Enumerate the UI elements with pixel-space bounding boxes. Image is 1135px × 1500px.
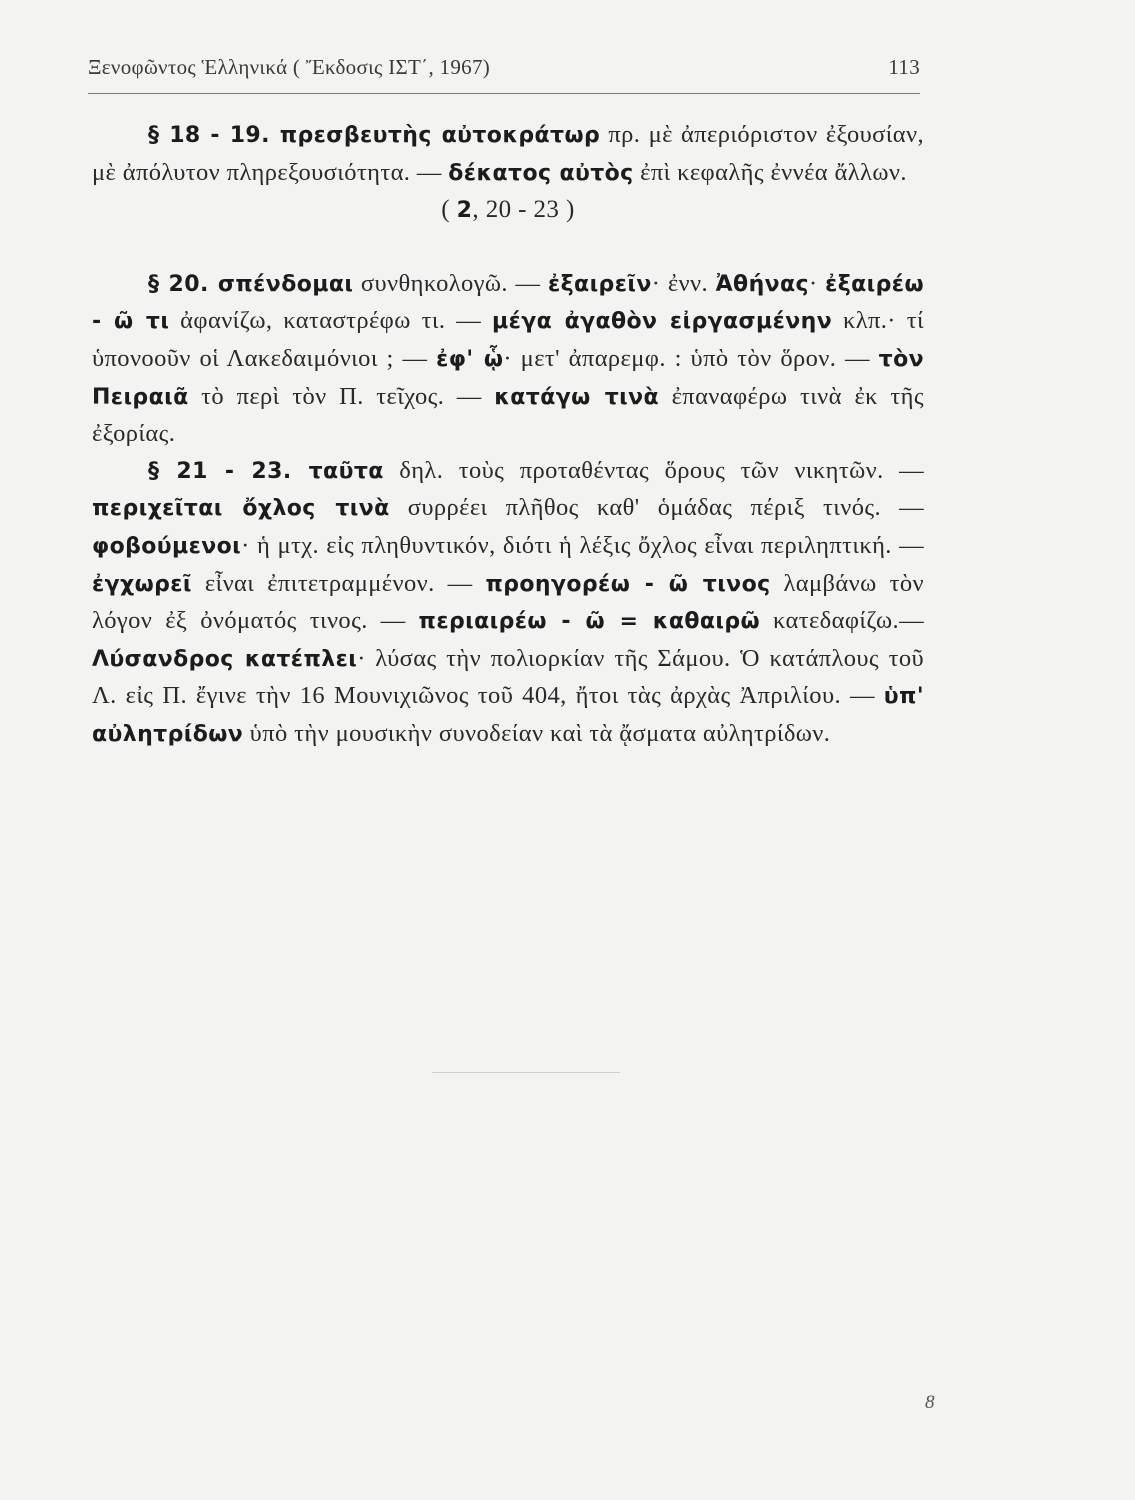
gloss-text: συρρέει πλῆθος καθ' ὁμάδας πέριξ τινός. — bbox=[389, 494, 924, 522]
lemma-term: ἐξαιρεῖν bbox=[548, 271, 652, 297]
lemma-term: ταῦτα bbox=[308, 458, 384, 484]
gloss-text: ὑπὸ τὴν μουσικὴν συνοδείαν καὶ τὰ ᾄσματα αὐλητρίδων. bbox=[243, 719, 831, 747]
gloss-text: · μετ' ἀπαρεμφ. : ὑπὸ τὸν ὅρον. — bbox=[503, 344, 879, 372]
lemma-term: σπένδομαι bbox=[217, 271, 354, 297]
lemma-term: Λύσανδρος κατέπλει bbox=[92, 646, 358, 672]
gloss-text: συνθηκολογῶ. — bbox=[353, 269, 549, 297]
gloss-text: εἶναι ἐπιτετραμμένον. — bbox=[191, 569, 486, 597]
header-rule bbox=[88, 93, 920, 94]
commentary-paragraph bbox=[92, 117, 924, 192]
gloss-text: λαμβάνω τὸν λόγον ἐξ ὀνόματός τινος. — bbox=[92, 569, 924, 635]
lemma-term: δέκατος αὐτὸς bbox=[448, 160, 634, 186]
lemma-term: ἐξαιρέω - ῶ τι bbox=[92, 271, 924, 335]
running-header bbox=[88, 55, 920, 80]
gloss-text: ἐπὶ κεφαλῆς ἐννέα ἄλλων. bbox=[633, 158, 907, 186]
lemma-term: ἐγχωρεῖ bbox=[92, 571, 192, 597]
lemma-term: § 21 - 23. bbox=[148, 458, 309, 484]
lemma-term: προηγορέω - ῶ τινος bbox=[485, 571, 771, 597]
page-number: 113 bbox=[888, 55, 920, 79]
gloss-text: · λύσας τὴν πολιορκίαν τῆς Σάμου. Ὁ κατάπλους τοῦ Λ. εἰς Π. ἔγινε τὴν 16 Μουνιχιῶνος τοῦ 404, ἤτοι τὰς ἀρχὰς Ἀπριλίου. — bbox=[92, 644, 925, 710]
signature-mark: 8 bbox=[925, 1392, 935, 1413]
gloss-text: κλπ.· τί ὑπονοοῦν οἱ Λακεδαιμόνιοι ; — bbox=[92, 307, 924, 372]
gloss-text: δηλ. τοὺς προταθέντας ὅρους τῶν νικητῶν. — bbox=[383, 456, 924, 484]
lemma-term: Ἀθήνας bbox=[715, 271, 809, 297]
lemma-term: τὸν Πειραιᾶ bbox=[92, 346, 925, 410]
lemma-term: § 20. bbox=[148, 271, 218, 297]
gloss-text: ( bbox=[441, 196, 457, 224]
lemma-term: μέγα ἀγαθὸν εἰργασμένην bbox=[492, 309, 833, 335]
show-through-rule bbox=[432, 1072, 620, 1073]
lemma-term: πρεσβευτὴς αὐτοκράτωρ bbox=[279, 123, 601, 148]
section-heading bbox=[92, 192, 924, 230]
lemma-term: περιχεῖται ὄχλος τινὰ bbox=[92, 496, 390, 522]
gloss-text: ἀφανίζω, καταστρέφω τι. — bbox=[169, 307, 493, 335]
lemma-term: ὑπ' αὐλητρίδων bbox=[92, 684, 924, 747]
gloss-text: πρ. μὲ ἀπεριόριστον ἐξουσίαν, μὲ ἀπόλυτον πληρεξουσιότητα. — bbox=[92, 121, 924, 186]
commentary-text bbox=[92, 117, 924, 754]
gloss-text: , 20 - 23 ) bbox=[472, 196, 575, 224]
lemma-term: περιαιρέω - ῶ = καθαιρῶ bbox=[418, 609, 760, 635]
running-title: Ξενοφῶντος Ἑλληνικά ( Ἔκδοσις ΙΣΤ΄, 1967) bbox=[88, 55, 491, 79]
gloss-text: · bbox=[808, 269, 826, 297]
commentary-paragraph bbox=[92, 266, 924, 453]
gloss-text: κατεδαφίζω.— bbox=[760, 607, 924, 635]
lemma-term: φοβούμενοι bbox=[92, 533, 242, 559]
lemma-term: § 18 - 19. bbox=[148, 123, 280, 148]
lemma-term: 2 bbox=[456, 198, 473, 224]
gloss-text: ἐπαναφέρω τινὰ ἐκ τῆς ἐξορίας. bbox=[92, 382, 924, 448]
commentary-paragraph bbox=[92, 453, 924, 754]
gloss-text: τὸ περὶ τὸν Π. τεῖχος. — bbox=[188, 382, 495, 410]
lemma-term: κατάγω τινὰ bbox=[494, 384, 660, 410]
lemma-term: ἐφ' ᾧ bbox=[436, 346, 504, 372]
gloss-text: · ἡ μτχ. εἰς πληθυντικόν, διότι ἡ λέξις ὄχλος εἶναι περιληπτική. — bbox=[241, 531, 924, 559]
gloss-text: · ἐνν. bbox=[651, 269, 716, 297]
